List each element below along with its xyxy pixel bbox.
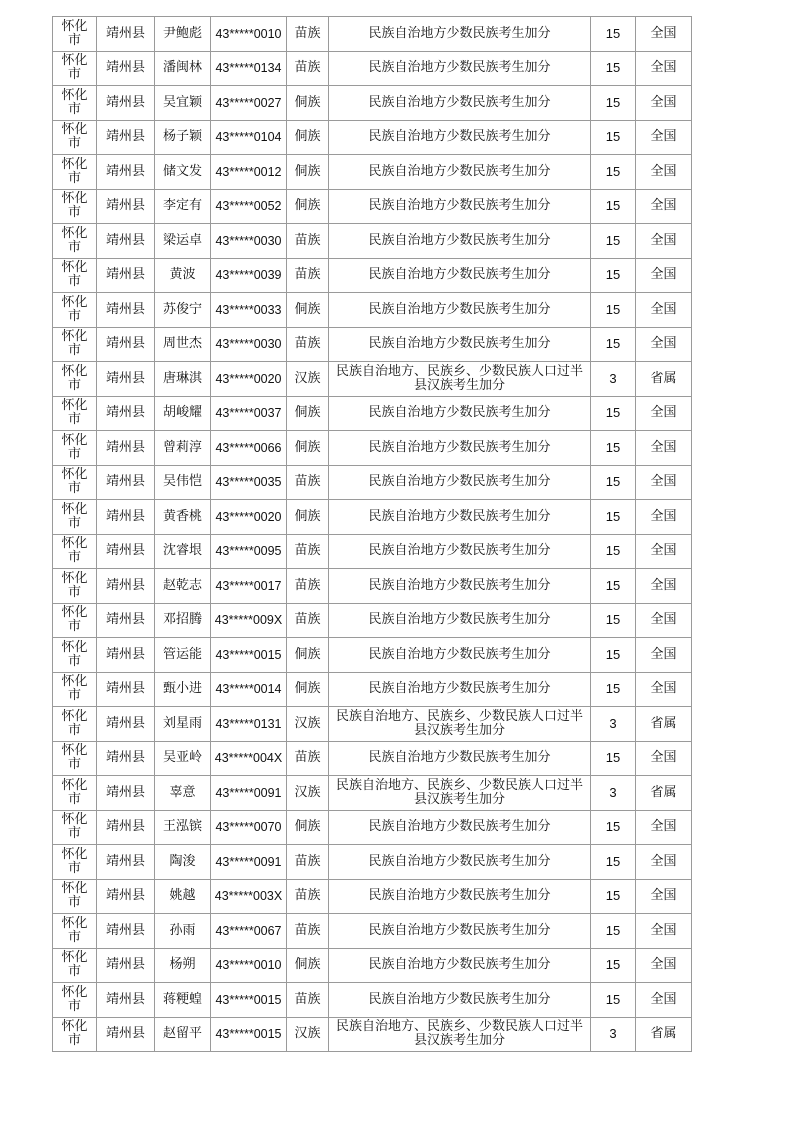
name-cell: 杨子颖: [155, 120, 211, 155]
name-cell: 曾莉淳: [155, 431, 211, 466]
bonus-policy-cell: 民族自治地方少数民族考生加分: [329, 258, 591, 293]
ethnicity-cell: 苗族: [287, 465, 329, 500]
id-number-cell: 43*****0104: [211, 120, 287, 155]
bonus-score-cell: 15: [591, 17, 636, 52]
bonus-policy-cell: 民族自治地方少数民族考生加分: [329, 948, 591, 983]
name-cell: 姚越: [155, 879, 211, 914]
city-cell: 怀化市: [53, 879, 97, 914]
county-cell: 靖州县: [97, 810, 155, 845]
id-number-cell: 43*****004X: [211, 741, 287, 776]
id-number-cell: 43*****0010: [211, 17, 287, 52]
city-cell: 怀化市: [53, 224, 97, 259]
city-cell: 怀化市: [53, 396, 97, 431]
city-cell: 怀化市: [53, 155, 97, 190]
name-cell: 苏俊宁: [155, 293, 211, 328]
bonus-score-cell: 15: [591, 845, 636, 880]
scope-cell: 全国: [636, 155, 692, 190]
id-number-cell: 43*****0131: [211, 707, 287, 742]
scope-cell: 省属: [636, 776, 692, 811]
name-cell: 辜意: [155, 776, 211, 811]
bonus-score-cell: 15: [591, 396, 636, 431]
county-cell: 靖州县: [97, 224, 155, 259]
bonus-score-cell: 3: [591, 362, 636, 397]
table-row: [53, 293, 692, 328]
scope-cell: 全国: [636, 845, 692, 880]
name-cell: 邓招腾: [155, 603, 211, 638]
table-row: [53, 741, 692, 776]
city-cell: 怀化市: [53, 983, 97, 1018]
table-row: [53, 983, 692, 1018]
city-cell: 怀化市: [53, 293, 97, 328]
name-cell: 吴宜颖: [155, 86, 211, 121]
name-cell: 吴伟恺: [155, 465, 211, 500]
name-cell: 赵留平: [155, 1017, 211, 1052]
bonus-score-cell: 15: [591, 983, 636, 1018]
ethnicity-cell: 侗族: [287, 810, 329, 845]
ethnicity-cell: 苗族: [287, 603, 329, 638]
city-cell: 怀化市: [53, 534, 97, 569]
bonus-score-cell: 15: [591, 948, 636, 983]
ethnicity-cell: 苗族: [287, 741, 329, 776]
city-cell: 怀化市: [53, 638, 97, 673]
county-cell: 靖州县: [97, 1017, 155, 1052]
ethnicity-cell: 侗族: [287, 155, 329, 190]
county-cell: 靖州县: [97, 741, 155, 776]
ethnicity-cell: 侗族: [287, 431, 329, 466]
table-row: [53, 948, 692, 983]
bonus-policy-cell: 民族自治地方少数民族考生加分: [329, 569, 591, 604]
ethnicity-cell: 侗族: [287, 396, 329, 431]
name-cell: 胡峻耀: [155, 396, 211, 431]
county-cell: 靖州县: [97, 948, 155, 983]
city-cell: 怀化市: [53, 51, 97, 86]
table-row: [53, 86, 692, 121]
scope-cell: 全国: [636, 741, 692, 776]
bonus-score-cell: 15: [591, 534, 636, 569]
county-cell: 靖州县: [97, 672, 155, 707]
ethnicity-cell: 苗族: [287, 914, 329, 949]
bonus-policy-cell: 民族自治地方少数民族考生加分: [329, 638, 591, 673]
bonus-policy-cell: 民族自治地方少数民族考生加分: [329, 465, 591, 500]
table-row: [53, 396, 692, 431]
bonus-policy-cell: 民族自治地方少数民族考生加分: [329, 224, 591, 259]
county-cell: 靖州县: [97, 86, 155, 121]
name-cell: 甄小进: [155, 672, 211, 707]
county-cell: 靖州县: [97, 638, 155, 673]
scope-cell: 全国: [636, 465, 692, 500]
bonus-score-cell: 15: [591, 879, 636, 914]
ethnicity-cell: 苗族: [287, 51, 329, 86]
county-cell: 靖州县: [97, 155, 155, 190]
bonus-score-cell: 15: [591, 741, 636, 776]
bonus-score-cell: 15: [591, 569, 636, 604]
county-cell: 靖州县: [97, 327, 155, 362]
ethnicity-cell: 侗族: [287, 500, 329, 535]
bonus-score-cell: 15: [591, 224, 636, 259]
table-row: [53, 845, 692, 880]
name-cell: 孙雨: [155, 914, 211, 949]
city-cell: 怀化市: [53, 500, 97, 535]
scope-cell: 全国: [636, 879, 692, 914]
scope-cell: 全国: [636, 293, 692, 328]
bonus-policy-cell: 民族自治地方、民族乡、少数民族人口过半县汉族考生加分: [329, 707, 591, 742]
ethnicity-cell: 苗族: [287, 879, 329, 914]
name-cell: 杨朔: [155, 948, 211, 983]
ethnicity-cell: 侗族: [287, 293, 329, 328]
table-row: [53, 155, 692, 190]
scope-cell: 全国: [636, 672, 692, 707]
scope-cell: 全国: [636, 534, 692, 569]
name-cell: 蒋粳蝗: [155, 983, 211, 1018]
city-cell: 怀化市: [53, 17, 97, 52]
name-cell: 黄香桃: [155, 500, 211, 535]
county-cell: 靖州县: [97, 293, 155, 328]
id-number-cell: 43*****0033: [211, 293, 287, 328]
scope-cell: 省属: [636, 707, 692, 742]
county-cell: 靖州县: [97, 51, 155, 86]
bonus-score-cell: 15: [591, 672, 636, 707]
id-number-cell: 43*****0066: [211, 431, 287, 466]
name-cell: 李定有: [155, 189, 211, 224]
name-cell: 管运能: [155, 638, 211, 673]
bonus-score-cell: 15: [591, 638, 636, 673]
id-number-cell: 43*****0027: [211, 86, 287, 121]
bonus-score-cell: 15: [591, 603, 636, 638]
ethnicity-cell: 苗族: [287, 534, 329, 569]
bonus-policy-cell: 民族自治地方少数民族考生加分: [329, 672, 591, 707]
ethnicity-cell: 苗族: [287, 569, 329, 604]
scope-cell: 全国: [636, 327, 692, 362]
city-cell: 怀化市: [53, 120, 97, 155]
city-cell: 怀化市: [53, 810, 97, 845]
county-cell: 靖州县: [97, 879, 155, 914]
ethnicity-cell: 汉族: [287, 362, 329, 397]
ethnicity-cell: 汉族: [287, 707, 329, 742]
scope-cell: 全国: [636, 396, 692, 431]
bonus-policy-cell: 民族自治地方少数民族考生加分: [329, 120, 591, 155]
scope-cell: 全国: [636, 500, 692, 535]
table-row: [53, 51, 692, 86]
name-cell: 陶浚: [155, 845, 211, 880]
bonus-score-cell: 15: [591, 465, 636, 500]
bonus-policy-cell: 民族自治地方少数民族考生加分: [329, 293, 591, 328]
name-cell: 周世杰: [155, 327, 211, 362]
bonus-score-cell: 3: [591, 1017, 636, 1052]
scope-cell: 全国: [636, 810, 692, 845]
name-cell: 潘闽林: [155, 51, 211, 86]
bonus-score-cell: 15: [591, 120, 636, 155]
city-cell: 怀化市: [53, 189, 97, 224]
bonus-score-cell: 15: [591, 500, 636, 535]
table-row: [53, 534, 692, 569]
id-number-cell: 43*****0035: [211, 465, 287, 500]
county-cell: 靖州县: [97, 983, 155, 1018]
bonus-policy-cell: 民族自治地方少数民族考生加分: [329, 396, 591, 431]
city-cell: 怀化市: [53, 86, 97, 121]
bonus-score-cell: 15: [591, 155, 636, 190]
ethnicity-cell: 苗族: [287, 327, 329, 362]
id-number-cell: 43*****0015: [211, 983, 287, 1018]
county-cell: 靖州县: [97, 776, 155, 811]
id-number-cell: 43*****0012: [211, 155, 287, 190]
scope-cell: 全国: [636, 638, 692, 673]
scope-cell: 省属: [636, 1017, 692, 1052]
name-cell: 尹鲍彪: [155, 17, 211, 52]
ethnicity-cell: 侗族: [287, 86, 329, 121]
city-cell: 怀化市: [53, 1017, 97, 1052]
bonus-policy-cell: 民族自治地方少数民族考生加分: [329, 431, 591, 466]
city-cell: 怀化市: [53, 741, 97, 776]
ethnicity-cell: 苗族: [287, 17, 329, 52]
id-number-cell: 43*****0095: [211, 534, 287, 569]
bonus-policy-cell: 民族自治地方少数民族考生加分: [329, 51, 591, 86]
bonus-score-cell: 15: [591, 51, 636, 86]
scope-cell: 全国: [636, 120, 692, 155]
ethnicity-cell: 汉族: [287, 1017, 329, 1052]
bonus-score-cell: 3: [591, 776, 636, 811]
scope-cell: 全国: [636, 603, 692, 638]
name-cell: 储文发: [155, 155, 211, 190]
table-row: [53, 258, 692, 293]
table-row: [53, 431, 692, 466]
county-cell: 靖州县: [97, 845, 155, 880]
bonus-policy-cell: 民族自治地方少数民族考生加分: [329, 983, 591, 1018]
ethnicity-cell: 苗族: [287, 258, 329, 293]
county-cell: 靖州县: [97, 707, 155, 742]
bonus-policy-cell: 民族自治地方少数民族考生加分: [329, 327, 591, 362]
county-cell: 靖州县: [97, 534, 155, 569]
bonus-points-table: [52, 16, 692, 1052]
city-cell: 怀化市: [53, 327, 97, 362]
scope-cell: 全国: [636, 258, 692, 293]
bonus-policy-cell: 民族自治地方少数民族考生加分: [329, 86, 591, 121]
county-cell: 靖州县: [97, 465, 155, 500]
bonus-policy-cell: 民族自治地方少数民族考生加分: [329, 879, 591, 914]
ethnicity-cell: 苗族: [287, 224, 329, 259]
name-cell: 刘星雨: [155, 707, 211, 742]
bonus-policy-cell: 民族自治地方少数民族考生加分: [329, 17, 591, 52]
table-row: [53, 672, 692, 707]
table-row: [53, 707, 692, 742]
id-number-cell: 43*****0020: [211, 362, 287, 397]
scope-cell: 全国: [636, 189, 692, 224]
table-body: [53, 17, 692, 1052]
id-number-cell: 43*****009X: [211, 603, 287, 638]
id-number-cell: 43*****0030: [211, 224, 287, 259]
table-row: [53, 776, 692, 811]
scope-cell: 全国: [636, 86, 692, 121]
county-cell: 靖州县: [97, 569, 155, 604]
table-row: [53, 17, 692, 52]
county-cell: 靖州县: [97, 431, 155, 466]
ethnicity-cell: 侗族: [287, 189, 329, 224]
scope-cell: 省属: [636, 362, 692, 397]
bonus-score-cell: 15: [591, 431, 636, 466]
county-cell: 靖州县: [97, 500, 155, 535]
city-cell: 怀化市: [53, 707, 97, 742]
name-cell: 黄波: [155, 258, 211, 293]
bonus-score-cell: 15: [591, 189, 636, 224]
ethnicity-cell: 苗族: [287, 983, 329, 1018]
county-cell: 靖州县: [97, 17, 155, 52]
ethnicity-cell: 侗族: [287, 120, 329, 155]
id-number-cell: 43*****0091: [211, 845, 287, 880]
id-number-cell: 43*****003X: [211, 879, 287, 914]
table-row: [53, 224, 692, 259]
name-cell: 沈睿垠: [155, 534, 211, 569]
city-cell: 怀化市: [53, 845, 97, 880]
id-number-cell: 43*****0017: [211, 569, 287, 604]
id-number-cell: 43*****0134: [211, 51, 287, 86]
table-row: [53, 120, 692, 155]
scope-cell: 全国: [636, 431, 692, 466]
table-row: [53, 362, 692, 397]
id-number-cell: 43*****0014: [211, 672, 287, 707]
name-cell: 唐琳淇: [155, 362, 211, 397]
bonus-score-cell: 15: [591, 914, 636, 949]
ethnicity-cell: 侗族: [287, 638, 329, 673]
bonus-score-cell: 3: [591, 707, 636, 742]
county-cell: 靖州县: [97, 603, 155, 638]
scope-cell: 全国: [636, 224, 692, 259]
city-cell: 怀化市: [53, 948, 97, 983]
bonus-policy-cell: 民族自治地方少数民族考生加分: [329, 845, 591, 880]
id-number-cell: 43*****0020: [211, 500, 287, 535]
table-row: [53, 638, 692, 673]
table-row: [53, 465, 692, 500]
id-number-cell: 43*****0039: [211, 258, 287, 293]
county-cell: 靖州县: [97, 914, 155, 949]
county-cell: 靖州县: [97, 362, 155, 397]
name-cell: 梁运卓: [155, 224, 211, 259]
county-cell: 靖州县: [97, 120, 155, 155]
bonus-policy-cell: 民族自治地方少数民族考生加分: [329, 155, 591, 190]
city-cell: 怀化市: [53, 465, 97, 500]
bonus-policy-cell: 民族自治地方少数民族考生加分: [329, 189, 591, 224]
bonus-policy-cell: 民族自治地方少数民族考生加分: [329, 500, 591, 535]
scope-cell: 全国: [636, 914, 692, 949]
table-row: [53, 914, 692, 949]
city-cell: 怀化市: [53, 603, 97, 638]
bonus-policy-cell: 民族自治地方、民族乡、少数民族人口过半县汉族考生加分: [329, 362, 591, 397]
city-cell: 怀化市: [53, 362, 97, 397]
name-cell: 赵乾志: [155, 569, 211, 604]
table-row: [53, 603, 692, 638]
table-row: [53, 879, 692, 914]
city-cell: 怀化市: [53, 672, 97, 707]
bonus-policy-cell: 民族自治地方、民族乡、少数民族人口过半县汉族考生加分: [329, 1017, 591, 1052]
ethnicity-cell: 汉族: [287, 776, 329, 811]
id-number-cell: 43*****0015: [211, 1017, 287, 1052]
county-cell: 靖州县: [97, 396, 155, 431]
bonus-policy-cell: 民族自治地方少数民族考生加分: [329, 810, 591, 845]
city-cell: 怀化市: [53, 431, 97, 466]
bonus-policy-cell: 民族自治地方少数民族考生加分: [329, 741, 591, 776]
table-row: [53, 810, 692, 845]
bonus-score-cell: 15: [591, 293, 636, 328]
bonus-score-cell: 15: [591, 258, 636, 293]
county-cell: 靖州县: [97, 189, 155, 224]
city-cell: 怀化市: [53, 258, 97, 293]
table-row: [53, 327, 692, 362]
ethnicity-cell: 侗族: [287, 672, 329, 707]
bonus-policy-cell: 民族自治地方少数民族考生加分: [329, 603, 591, 638]
id-number-cell: 43*****0091: [211, 776, 287, 811]
name-cell: 王泓镔: [155, 810, 211, 845]
bonus-policy-cell: 民族自治地方少数民族考生加分: [329, 914, 591, 949]
ethnicity-cell: 侗族: [287, 948, 329, 983]
city-cell: 怀化市: [53, 914, 97, 949]
city-cell: 怀化市: [53, 776, 97, 811]
bonus-policy-cell: 民族自治地方、民族乡、少数民族人口过半县汉族考生加分: [329, 776, 591, 811]
scope-cell: 全国: [636, 17, 692, 52]
table-row: [53, 1017, 692, 1052]
id-number-cell: 43*****0070: [211, 810, 287, 845]
id-number-cell: 43*****0030: [211, 327, 287, 362]
bonus-policy-cell: 民族自治地方少数民族考生加分: [329, 534, 591, 569]
id-number-cell: 43*****0037: [211, 396, 287, 431]
bonus-score-cell: 15: [591, 86, 636, 121]
id-number-cell: 43*****0067: [211, 914, 287, 949]
county-cell: 靖州县: [97, 258, 155, 293]
ethnicity-cell: 苗族: [287, 845, 329, 880]
bonus-score-cell: 15: [591, 810, 636, 845]
scope-cell: 全国: [636, 983, 692, 1018]
id-number-cell: 43*****0052: [211, 189, 287, 224]
table-row: [53, 500, 692, 535]
bonus-score-cell: 15: [591, 327, 636, 362]
id-number-cell: 43*****0015: [211, 638, 287, 673]
scope-cell: 全国: [636, 948, 692, 983]
name-cell: 吴亚岭: [155, 741, 211, 776]
city-cell: 怀化市: [53, 569, 97, 604]
scope-cell: 全国: [636, 569, 692, 604]
id-number-cell: 43*****0010: [211, 948, 287, 983]
table-row: [53, 189, 692, 224]
scope-cell: 全国: [636, 51, 692, 86]
table-row: [53, 569, 692, 604]
